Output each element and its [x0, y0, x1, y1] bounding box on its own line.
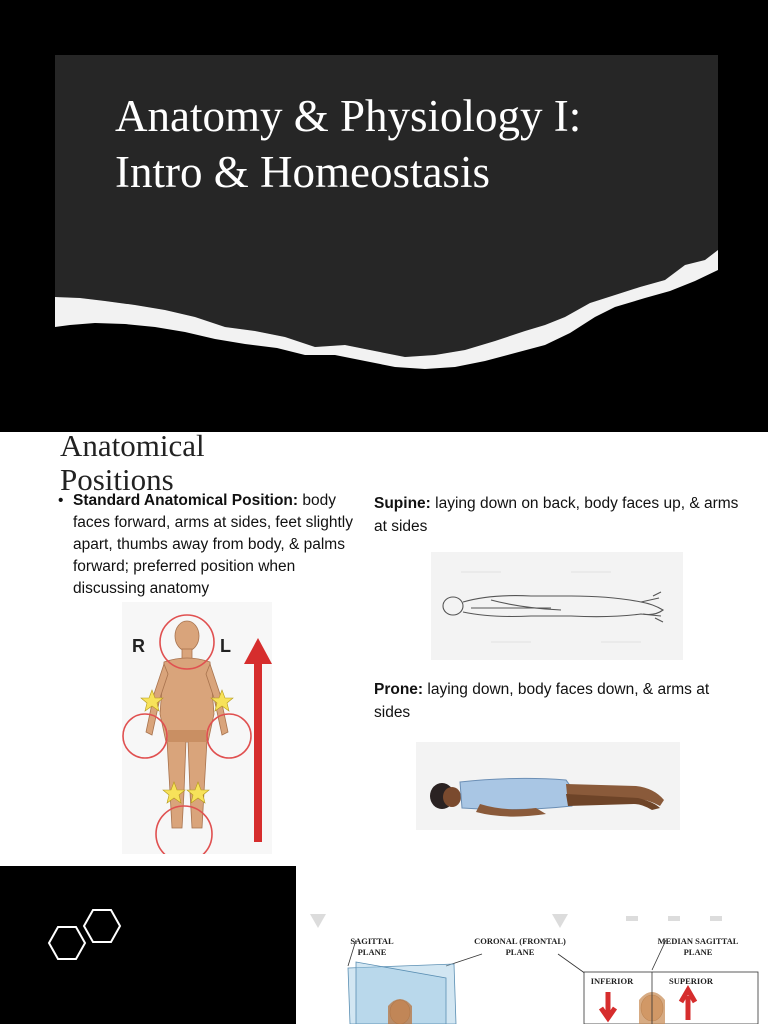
slide-heading	[60, 432, 320, 497]
standard-term: Standard Anatomical Position:	[73, 492, 299, 509]
standard-position-bullet	[58, 490, 363, 600]
body-planes-diagram	[296, 866, 768, 1024]
anatomical-positions-slide	[0, 432, 768, 864]
sagittal-label-1: SAGITTAL	[350, 936, 394, 946]
supine-text: laying down on back, body faces up, & arms at sides	[374, 495, 739, 535]
heading-line-1: Anatomical	[60, 432, 205, 463]
supine-term: Supine:	[374, 495, 431, 512]
left-label: L	[220, 636, 231, 656]
prone-text: laying down, body faces down, & arms at sides	[374, 681, 710, 721]
supine-figure	[431, 552, 683, 660]
supine-description	[374, 492, 744, 538]
hexagon-icon	[49, 910, 120, 959]
prone-term: Prone:	[374, 681, 424, 698]
superior-label: SUPERIOR	[669, 976, 713, 986]
median-sagittal-label-1: MEDIAN SAGITTAL	[657, 936, 739, 946]
median-sagittal-label-2: PLANE	[683, 947, 713, 957]
coronal-label-2: PLANE	[505, 947, 535, 957]
sagittal-label-2: PLANE	[357, 947, 387, 957]
title-line-2: Intro & Homeostasis	[115, 147, 490, 197]
dark-side-panel	[0, 866, 296, 1024]
title-line-1: Anatomy & Physiology I:	[115, 91, 582, 141]
inferior-label: INFERIOR	[590, 976, 634, 986]
presentation-title	[115, 88, 705, 200]
prone-description	[374, 678, 744, 724]
right-label: R	[132, 636, 145, 656]
prone-figure	[416, 742, 680, 830]
standard-position-figure	[122, 602, 272, 854]
heading-line-2: Positions	[60, 462, 174, 497]
bullet-dot: •	[58, 492, 64, 509]
coronal-label-1: CORONAL (FRONTAL)	[474, 936, 566, 946]
body-planes-slide	[0, 866, 768, 1024]
title-slide	[0, 0, 768, 432]
standard-description: body faces forward, arms at sides, feet slightly apart, thumbs away from body, & palms forward; preferred position when discussing anatomy	[73, 492, 353, 597]
